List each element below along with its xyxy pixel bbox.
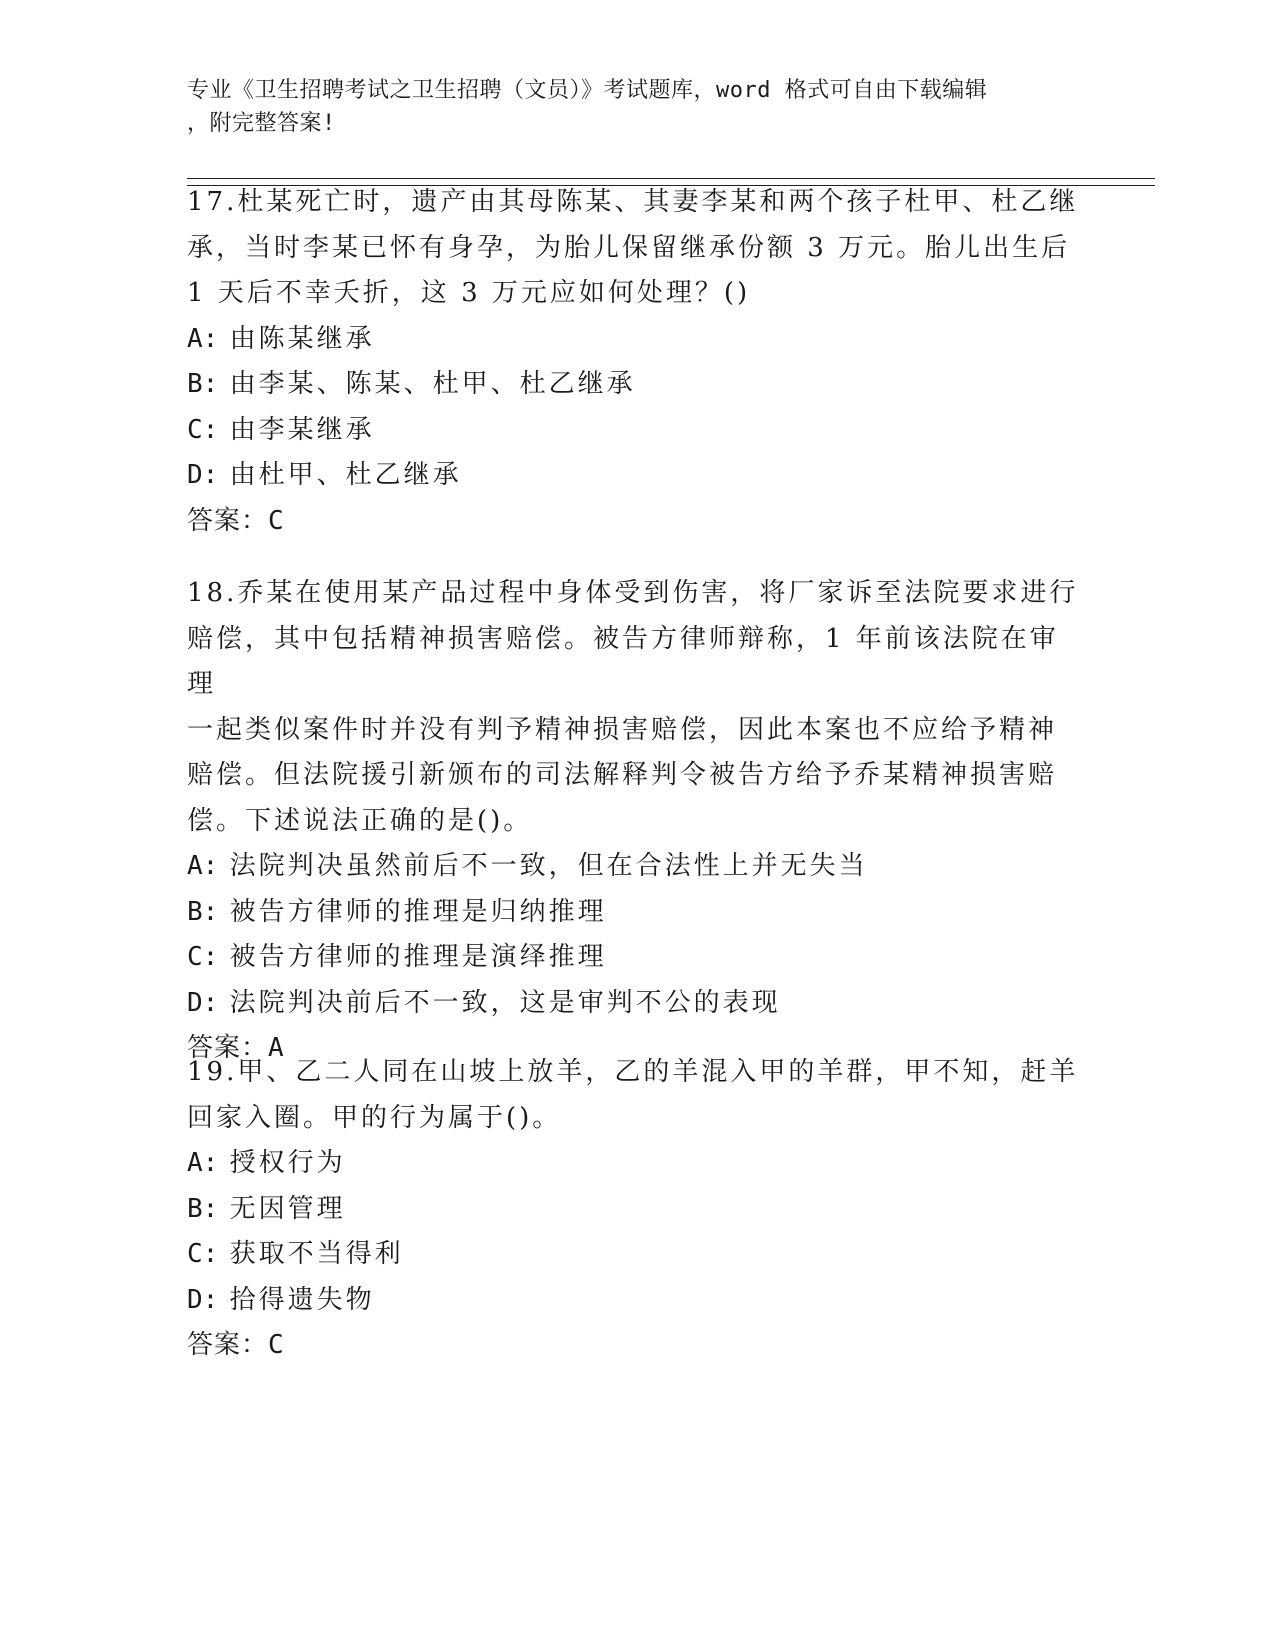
question-text-line: 19.甲、乙二人同在山坡上放羊，乙的羊混入甲的羊群，甲不知，赶羊 [187,1057,1079,1087]
option-key: A: [187,1148,219,1178]
option-text: 由李某继承 [229,414,375,445]
option-text: 无因管理 [229,1193,346,1224]
answer-label: 答案： [187,1033,269,1063]
option-key: B: [187,1193,219,1224]
answer [187,499,1087,545]
answer-value: C [268,505,285,536]
question-text-line: 赔偿。但法院援引新颁布的司法解释判令被告方给予乔某精神损害赔 [187,760,1058,790]
option-key: D: [187,460,219,490]
question-text-line: 赔偿，其中包括精神损害赔偿。被告方律师辩称，1 年前该法院在审理 [187,623,1059,699]
header-line-2: ，附完整答案! [187,111,336,136]
option-text: 由陈某继承 [229,323,375,354]
option-d [187,1278,1087,1324]
question-text-line: 偿。下述说法正确的是()。 [187,805,533,836]
option-b [187,890,1087,936]
question-text-line: 回家入圈。甲的行为属于()。 [187,1102,562,1133]
option-text: 被告方律师的推理是归纳推理 [229,896,607,927]
option-d [187,981,1087,1027]
header-line-1: 专业《卫生招聘考试之卫生招聘（文员）》考试题库，word 格式可自由下载编辑 [187,78,988,103]
option-c [187,408,1087,454]
option-text: 授权行为 [229,1148,346,1178]
option-a [187,1141,1087,1187]
answer [187,1323,1087,1369]
question-19 [187,1050,1087,1369]
answer-label: 答案： [187,1330,269,1360]
option-key: A: [187,851,219,881]
option-key: B: [187,896,219,927]
question-text-line: 17.杜某死亡时，遗产由其母陈某、其妻李某和两个孩子杜甲、杜乙继 [187,187,1079,217]
option-text: 拾得遗失物 [229,1284,375,1315]
option-key: C: [187,1239,219,1269]
question-17 [187,180,1087,544]
question-text-line: 一起类似案件时并没有判予精神损害赔偿，因此本案也不应给予精神 [187,714,1058,745]
option-text: 由杜甲、杜乙继承 [229,460,462,490]
option-key: D: [187,1284,219,1315]
option-key: B: [187,369,219,399]
option-key: D: [187,987,219,1018]
option-text: 获取不当得利 [229,1239,404,1269]
option-text: 由李某、陈某、杜甲、杜乙继承 [229,369,636,399]
answer-label: 答案： [187,505,269,536]
answer-value: C [268,1330,285,1360]
option-b [187,362,1087,408]
option-d [187,453,1087,499]
option-text: 被告方律师的推理是演绎推理 [229,942,607,972]
option-a [187,844,1087,890]
question-text-line: 承，当时李某已怀有身孕，为胎儿保留继承份额 3 万元。胎儿出生后 [187,232,1071,263]
option-text: 法院判决虽然前后不一致，但在合法性上并无失当 [229,851,868,881]
option-key: C: [187,414,219,445]
option-key: C: [187,942,219,972]
answer-value: A [268,1033,285,1063]
option-text: 法院判决前后不一致，这是审判不公的表现 [229,987,781,1018]
document-header [187,74,1087,140]
question-18 [187,571,1087,1072]
question-text-line: 18.乔某在使用某产品过程中身体受到伤害，将厂家诉至法院要求进行 [187,578,1079,608]
option-c [187,935,1087,981]
option-b [187,1187,1087,1233]
option-key: A: [187,323,219,354]
option-a [187,317,1087,363]
question-text-line: 1 天后不幸夭折，这 3 万元应如何处理？() [187,278,751,308]
option-c [187,1232,1087,1278]
